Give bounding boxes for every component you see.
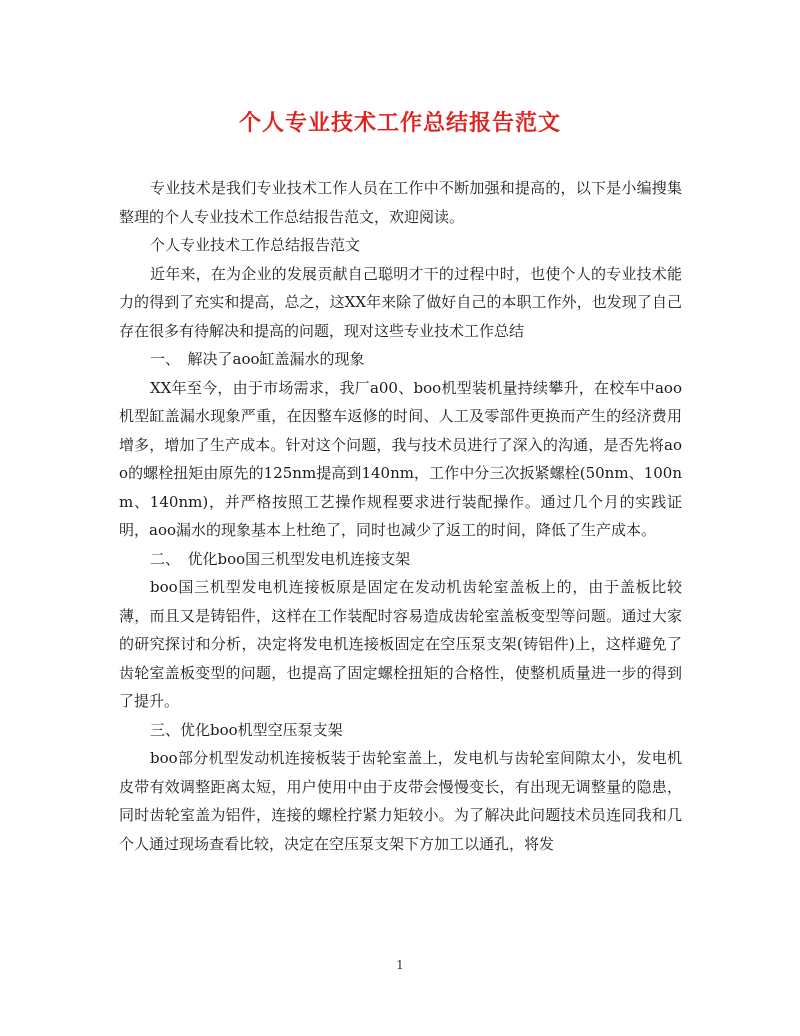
document-title: 个人专业技术工作总结报告范文 [238,110,561,136]
section-heading-3: 三、优化boo机型空压泵支架 [150,720,343,739]
document-body [119,174,682,858]
paragraph-section-2: boo国三机型发电机连接板原是固定在发动机齿轮室盖板上的，由于盖板比较薄，而且又是铸铝件，这样在工作装配时容易造成齿轮室盖板变型等问题。通过大家的研究探讨和分析，决定将发电机连接板固定在空压泵支架(铸铝件)上，这样避免了齿轮室盖板变型的问题，也提高了固定螺栓扭矩的合格性，使整机质量进一步的得到了提升。 [119,578,682,710]
paragraph-section-3: boo部分机型发动机连接板装于齿轮室盖上，发电机与齿轮室间隙太小，发电机皮带有效调整距离太短，用户使用中由于皮带会慢慢变长，有出现无调整量的隐患，同时齿轮室盖为铝件，连接的螺栓拧紧力矩较小。为了解决此问题技术员连同我和几个人通过现场查看比较，决定在空压泵支架下方加工以通孔，将发 [119,749,682,853]
paragraph-subtitle: 个人专业技术工作总结报告范文 [150,236,361,254]
paragraph-intro: 专业技术是我们专业技术工作人员在工作中不断加强和提高的，以下是小编搜集整理的个人专业技术工作总结报告范文，欢迎阅读。 [119,179,682,226]
section-heading-2: 二、 优化boo国三机型发电机连接支架 [150,549,411,568]
paragraph-section-1: XX年至今，由于市场需求，我厂a00、boo机型装机量持续攀升，在校车中aoo机型缸盖漏水现象严重，在因整车返修的时间、人工及零部件更换而产生的经济费用增多，增加了生产成本。针对这个问题，我与技术员进行了深入的沟通，是否先将aoo的螺栓扭矩由原先的125nm提高到140nm，工作中分三次扳紧螺栓(50nm、100nm、140nm)，并严格按照工艺操作规程要求进行装配操作。通过几个月的实践证明，aoo漏水的现象基本上杜绝了，同时也减少了返工的时间，降低了生产成本。 [119,378,682,539]
paragraph-overview: 近年来，在为企业的发展贡献自己聪明才干的过程中时，也使个人的专业技术能力的得到了充实和提高，总之，这XX年来除了做好自己的本职工作外，也发现了自己存在很多有待解决和提高的问题，现对这些专业技术工作总结 [119,264,682,340]
section-heading-1: 一、 解决了aoo缸盖漏水的现象 [150,350,365,368]
page-number: 1 [396,958,404,972]
